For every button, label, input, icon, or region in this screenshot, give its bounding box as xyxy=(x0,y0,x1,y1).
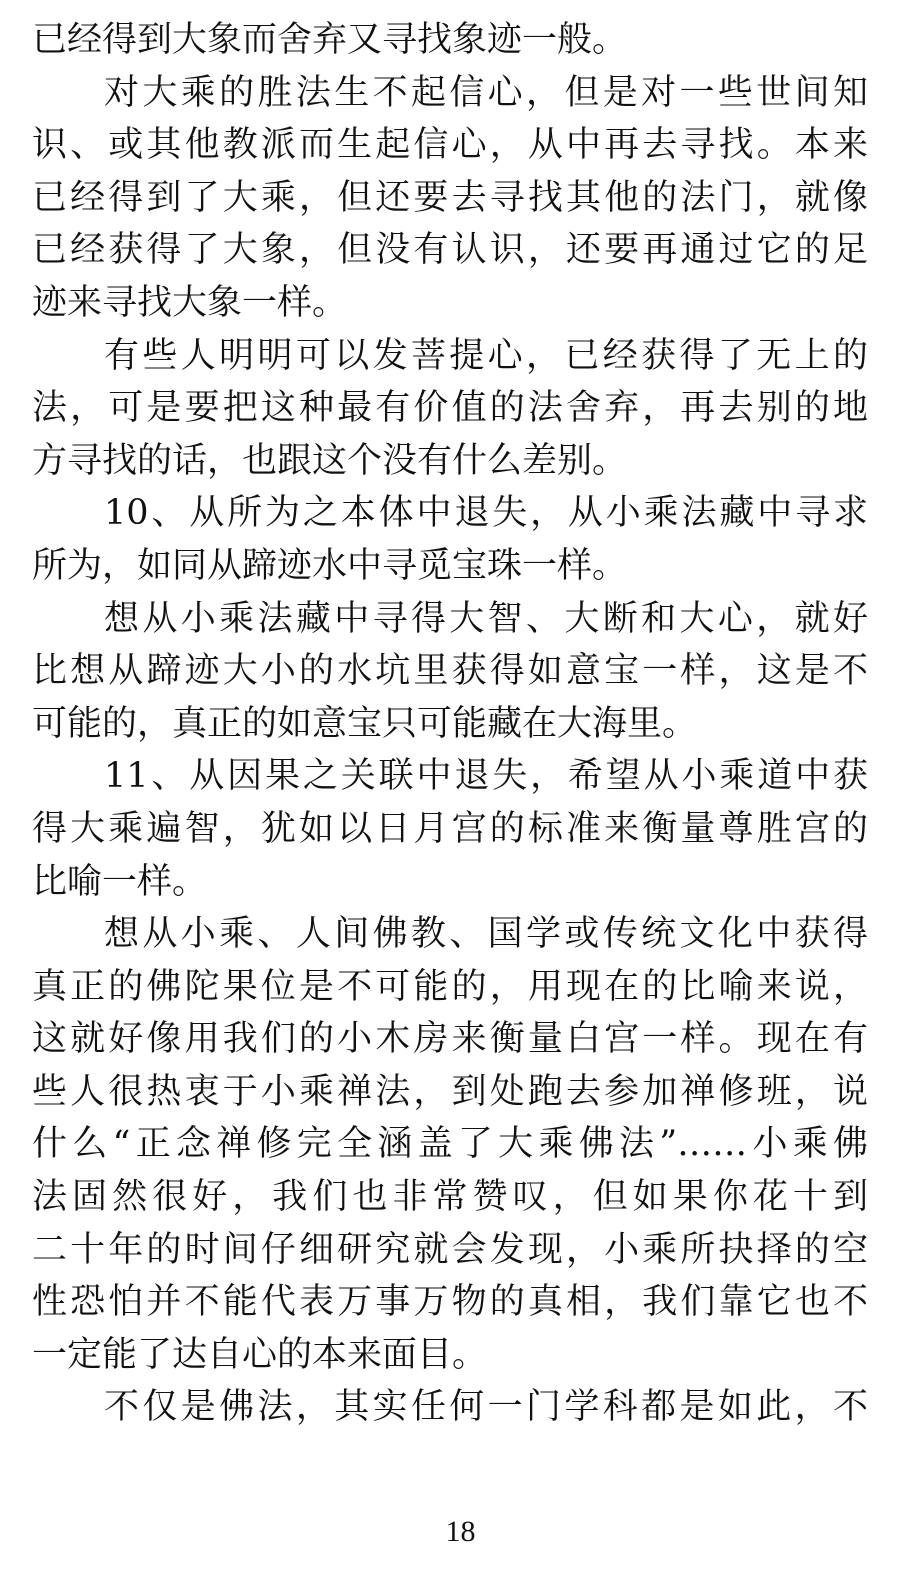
text-line: 所为，如同从蹄迹水中寻觅宝珠一样。 xyxy=(32,545,628,586)
text-line: 这就好像用我们的小木房来衡量白宫一样。现在有 xyxy=(32,1019,868,1060)
text-line: 对大乘的胜法生不起信心，但是对一些世间知 xyxy=(104,72,868,113)
text-line: 真正的佛陀果位是不可能的，用现在的比喻来说， xyxy=(32,966,868,1007)
text-line: 二十年的时间仔细研究就会发现，小乘所抉择的空 xyxy=(32,1229,868,1270)
text-line: 想从小乘、人间佛教、国学或传统文化中获得 xyxy=(104,914,868,955)
text-line: 不仅是佛法，其实任何一门学科都是如此，不 xyxy=(104,1387,868,1428)
text-line: 10、从所为之本体中退失，从小乘法藏中寻求 xyxy=(104,493,868,534)
text-line: 方寻找的话，也跟这个没有什么差别。 xyxy=(32,440,628,481)
text-line: 一定能了达自心的本来面目。 xyxy=(32,1334,488,1375)
text-line: 法固然很好，我们也非常赞叹，但如果你花十到 xyxy=(32,1177,868,1218)
text-line: 识、或其他教派而生起信心，从中再去寻找。本来 xyxy=(32,125,868,166)
text-line: 想从小乘法藏中寻得大智、大断和大心，就好 xyxy=(104,598,868,639)
page-number: 18 xyxy=(445,1515,476,1548)
text-line: 得大乘遍智，犹如以日月宫的标准来衡量尊胜宫的 xyxy=(32,808,868,849)
page-body xyxy=(32,14,868,1434)
text-line: 11、从因果之关联中退失，希望从小乘道中获 xyxy=(104,756,868,797)
text-line: 些人很热衷于小乘禅法，到处跑去参加禅修班，说 xyxy=(32,1071,868,1112)
text-line: 有些人明明可以发菩提心，已经获得了无上的 xyxy=(104,335,868,376)
text-line: 法，可是要把这种最有价值的法舍弃，再去别的地 xyxy=(32,388,868,429)
text-line: 迹来寻找大象一样。 xyxy=(32,282,348,323)
text-line: 什么“正念禅修完全涵盖了大乘佛法”……小乘佛 xyxy=(32,1124,868,1165)
text-line: 可能的，真正的如意宝只可能藏在大海里。 xyxy=(32,703,698,744)
text-line: 性恐怕并不能代表万事万物的真相，我们靠它也不 xyxy=(32,1282,868,1323)
text-line: 已经得到大象而舍弃又寻找象迹一般。 xyxy=(32,20,628,60)
text-line: 已经获得了大象，但没有认识，还要再通过它的足 xyxy=(32,230,868,271)
text-line: 比喻一样。 xyxy=(32,861,208,902)
text-line: 比想从蹄迹大小的水坑里获得如意宝一样，这是不 xyxy=(32,651,868,692)
text-line: 已经得到了大乘，但还要去寻找其他的法门，就像 xyxy=(32,177,868,218)
